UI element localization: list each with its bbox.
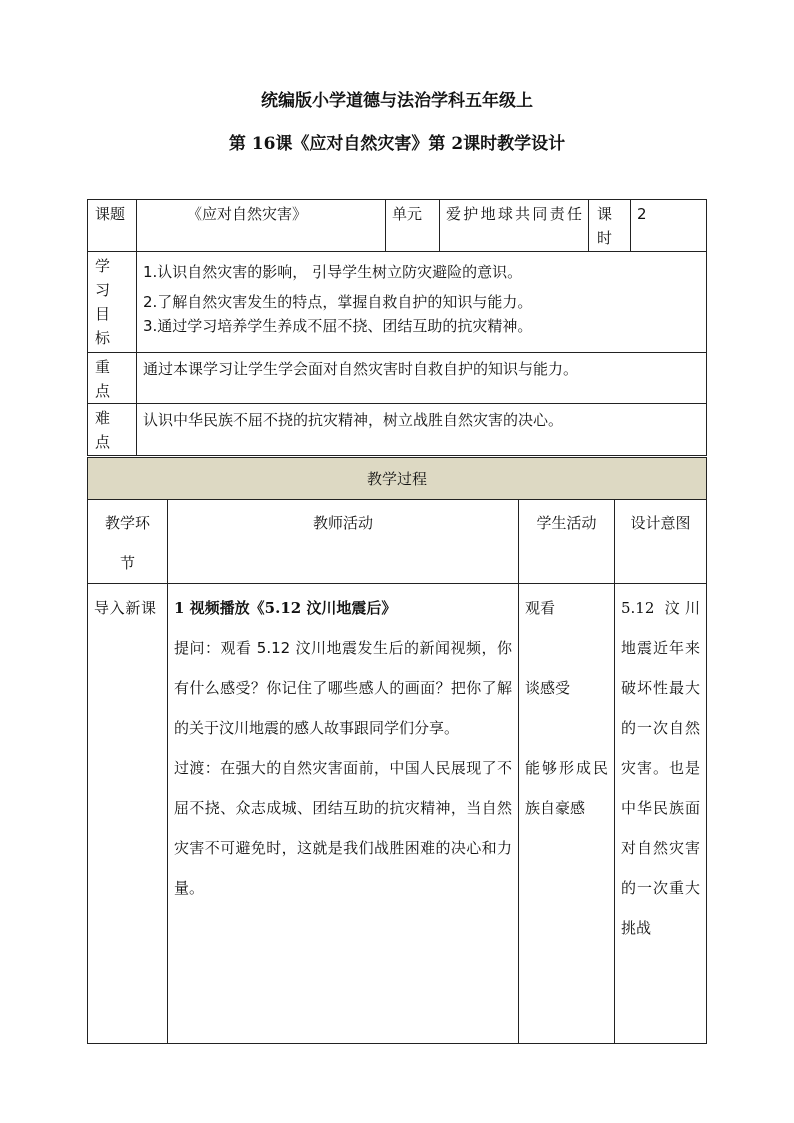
design-intent-text: 5.12 汶川地震近年来破坏性最大的一次自然灾害。也是中华民族面对自然灾害的一次重大挑战 — [621, 599, 701, 937]
goals-list — [137, 252, 707, 353]
process-row-intro — [88, 584, 707, 1044]
header-teacher: 教师活动 — [168, 500, 519, 584]
header-intent: 设计意图 — [615, 500, 707, 584]
teaching-process-table — [87, 457, 707, 1044]
period-label: 课时 — [589, 200, 631, 252]
teacher-activity-cell — [168, 584, 519, 1044]
process-band-row — [88, 458, 707, 500]
doc-title-line2: 第 16课《应对自然灾害》第 2课时教学设计 — [228, 134, 566, 154]
goal-item: 2.了解自然灾害发生的特点，掌握自救自护的知识与能力。 — [143, 293, 533, 311]
topic-label: 课题 — [88, 200, 137, 252]
difficulty-value: 认识中华民族不屈不挠的抗灾精神，树立战胜自然灾害的决心。 — [137, 404, 707, 456]
unit-label: 单元 — [386, 200, 440, 252]
design-intent-cell — [615, 584, 707, 1044]
activity-transition: 过渡：在强大的自然灾害面前，中国人民展现了不屈不挠、众志成城、团结互助的抗灾精神，当自然灾害不可避免时，这就是我们战胜困难的决心和力量。 — [174, 759, 512, 897]
student-activity-1: 观看 — [525, 599, 556, 617]
goal-item: 1.认识自然灾害的影响， 引导学生树立防灾避险的意识。 — [143, 263, 523, 281]
key-label: 重点 — [88, 353, 137, 404]
difficulty-label: 难点 — [88, 404, 137, 456]
student-activity-2: 谈感受 — [525, 679, 571, 697]
goal-item: 3.通过学习培养学生养成不屈不挠、团结互助的抗灾精神。 — [143, 317, 533, 335]
difficulty-row — [88, 404, 707, 456]
doc-title-line1: 统编版小学道德与法治学科五年级上 — [261, 91, 533, 111]
period-value: 2 — [631, 200, 707, 252]
activity-title: 1 视频播放《5.12 汶川地震后》 — [174, 599, 397, 617]
topic-value: 《应对自然灾害》 — [137, 200, 386, 252]
goals-label: 学习目标 — [88, 252, 137, 353]
unit-value: 爱护地球共同责任 — [440, 200, 589, 252]
key-value: 通过本课学习让学生学会面对自然灾害时自救自护的知识与能力。 — [137, 353, 707, 404]
goals-row — [88, 252, 707, 353]
activity-question: 提问：观看 5.12 汶川地震发生后的新闻视频，你有什么感受？你记住了哪些感人的画面？把你了解的关于汶川地震的感人故事跟同学们分享。 — [174, 639, 512, 737]
header-stage: 教学环节 — [88, 500, 168, 584]
topic-row — [88, 200, 707, 252]
stage-cell: 导入新课 — [88, 584, 168, 1044]
student-activity-3: 能够形成民族自豪感 — [525, 759, 608, 817]
header-student: 学生活动 — [519, 500, 615, 584]
process-band: 教学过程 — [88, 458, 707, 500]
lesson-info-table — [87, 199, 707, 456]
process-header-row — [88, 500, 707, 584]
key-row — [88, 353, 707, 404]
student-activity-cell — [519, 584, 615, 1044]
